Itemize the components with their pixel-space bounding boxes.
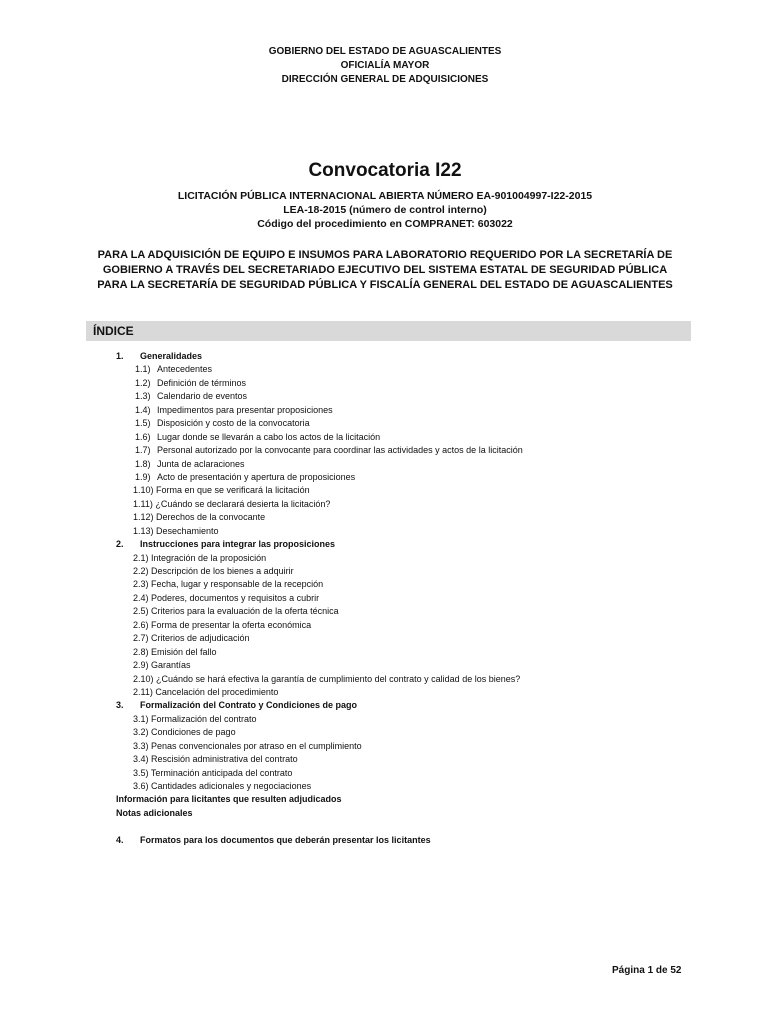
header-line-government: GOBIERNO DEL ESTADO DE AGUASCALIENTES	[268, 46, 502, 57]
document-header	[0, 45, 770, 87]
toc-extra-row[interactable]	[0, 807, 770, 820]
toc-item-text: 1.12) Derechos de la convocante	[133, 512, 266, 523]
toc-item-text: 2.3) Fecha, lugar y responsable de la recepción	[133, 579, 324, 590]
toc-item-label: Impedimentos para presentar proposiciones	[157, 404, 333, 415]
toc-item-row[interactable]	[0, 471, 770, 484]
toc-item-number: 1.6)	[135, 431, 151, 442]
toc-extra-row[interactable]	[0, 793, 770, 806]
toc-item-row[interactable]	[0, 404, 770, 417]
toc-item-text: 3.1) Formalización del contrato	[133, 713, 257, 724]
toc-item-row[interactable]	[0, 726, 770, 739]
toc-item-label: Calendario de eventos	[157, 391, 248, 402]
toc-spacer	[0, 820, 770, 834]
toc-item-row[interactable]	[0, 753, 770, 766]
toc-section-number: 2.	[116, 539, 124, 550]
toc-item-row[interactable]	[0, 767, 770, 780]
toc-item-text: 2.11) Cancelación del procedimiento	[133, 686, 279, 697]
header-line-office: OFICIALÍA MAYOR	[340, 60, 430, 71]
toc-item-text: 1.13) Desechamiento	[133, 525, 219, 536]
toc-item-text: 2.5) Criterios para la evaluación de la oferta técnica	[133, 606, 339, 617]
toc-item-row[interactable]	[0, 377, 770, 390]
toc-section-label: Instrucciones para integrar las proposiciones	[140, 539, 336, 550]
toc-item-number: 1.2)	[135, 377, 151, 388]
toc-item-row[interactable]	[0, 390, 770, 403]
toc-section-row[interactable]	[0, 538, 770, 551]
toc-item-text: 3.4) Rescisión administrativa del contrato	[133, 754, 298, 765]
toc-item-text: 2.9) Garantías	[133, 660, 191, 671]
toc-item-text: 2.6) Forma de presentar la oferta económica	[133, 619, 312, 630]
toc-item-row[interactable]	[0, 659, 770, 672]
toc-item-row[interactable]	[0, 565, 770, 578]
document-subtitle	[0, 189, 770, 231]
toc-item-text: 1.11) ¿Cuándo se declarará desierta la licitación?	[133, 498, 331, 509]
toc-item-number: 1.8)	[135, 458, 151, 469]
toc-item-label: Junta de aclaraciones	[157, 458, 245, 469]
toc-item-row[interactable]	[0, 578, 770, 591]
toc-item-row[interactable]	[0, 632, 770, 645]
index-heading: ÍNDICE	[93, 324, 134, 338]
index-heading-bar	[86, 321, 691, 341]
toc-item-text: 2.10) ¿Cuándo se hará efectiva la garantía de cumplimiento del contrato y calidad de los bienes?	[133, 673, 521, 684]
toc-item-row[interactable]	[0, 431, 770, 444]
toc-item-label: Antecedentes	[157, 364, 213, 375]
toc-section-label: Formatos para los documentos que deberán presentar los licitantes	[140, 835, 431, 846]
toc-item-text: 2.8) Emisión del fallo	[133, 646, 217, 657]
toc-section-row[interactable]	[0, 834, 770, 847]
toc-item-row[interactable]	[0, 458, 770, 471]
toc-item-number: 1.3)	[135, 391, 151, 402]
toc-item-label: Personal autorizado por la convocante para coordinar las actividades y actos de la licitación	[157, 445, 523, 456]
toc-item-text: 1.10) Forma en que se verificará la licitación	[133, 485, 310, 496]
toc-item-row[interactable]	[0, 511, 770, 524]
toc-item-row[interactable]	[0, 592, 770, 605]
toc-item-label: Definición de términos	[157, 377, 247, 388]
toc-item-text: 3.3) Penas convencionales por atraso en el cumplimiento	[133, 740, 362, 751]
toc-item-row[interactable]	[0, 363, 770, 376]
toc-section-row[interactable]	[0, 699, 770, 712]
document-title: Convocatoria I22	[308, 160, 462, 181]
toc-item-text: 2.2) Descripción de los bienes a adquirir	[133, 566, 294, 576]
table-of-contents	[0, 350, 770, 848]
toc-item-row[interactable]	[0, 619, 770, 632]
toc-section-number: 1.	[116, 351, 124, 361]
toc-section-label: Formalización del Contrato y Condiciones de pago	[140, 700, 358, 711]
toc-item-number: 1.7)	[135, 445, 151, 456]
toc-item-label: Acto de presentación y apertura de proposiciones	[157, 471, 356, 482]
subtitle-compranet-code: Código del procedimiento en COMPRANET: 603022	[257, 218, 513, 230]
toc-item-text: 2.1) Integración de la proposición	[133, 552, 267, 563]
toc-section-row[interactable]	[0, 350, 770, 363]
toc-item-label: Disposición y costo de la convocatoria	[157, 418, 310, 429]
toc-section-number: 4.	[116, 835, 124, 846]
toc-item-row[interactable]	[0, 673, 770, 686]
toc-extra-notes: Notas adicionales	[116, 807, 193, 818]
toc-item-row[interactable]	[0, 740, 770, 753]
toc-item-row[interactable]	[0, 484, 770, 497]
toc-item-label: Lugar donde se llevarán a cabo los actos de la licitación	[157, 431, 381, 442]
toc-item-row[interactable]	[0, 444, 770, 457]
purpose-statement: PARA LA ADQUISICIÓN DE EQUIPO E INSUMOS PARA LABORATORIO REQUERIDO POR LA SECRETARÍA DE GOBIERNO A TRAVÉS DEL SECRETARIADO EJECUTIVO DEL SISTEMA ESTATAL DE SEGURIDAD PÚBLICA PARA LA SECRETARÍA DE SEGURIDAD PÚBLICA Y FISCALÍA GENERAL DEL ESTADO DE AGUASCALIENTES	[97, 249, 673, 291]
toc-item-row[interactable]	[0, 417, 770, 430]
toc-item-text: 3.5) Terminación anticipada del contrato	[133, 767, 293, 778]
toc-item-row[interactable]	[0, 686, 770, 699]
subtitle-tender-number: LICITACIÓN PÚBLICA INTERNACIONAL ABIERTA NÚMERO EA-901004997-I22-2015	[177, 190, 593, 202]
toc-item-row[interactable]	[0, 646, 770, 659]
header-line-direction: DIRECCIÓN GENERAL DE ADQUISICIONES	[281, 74, 489, 85]
toc-extra-awardees: Información para licitantes que resulten adjudicados	[116, 794, 342, 805]
toc-item-text: 2.4) Poderes, documentos y requisitos a cubrir	[133, 592, 320, 603]
subtitle-control-number: LEA-18-2015 (número de control interno)	[283, 204, 487, 216]
toc-item-text: 3.6) Cantidades adicionales y negociaciones	[133, 781, 312, 791]
toc-item-number: 1.9)	[135, 471, 151, 482]
toc-item-row[interactable]	[0, 713, 770, 726]
toc-item-number: 1.4)	[135, 404, 151, 415]
page-number: Página 1 de 52	[612, 965, 682, 976]
toc-item-text: 2.7) Criterios de adjudicación	[133, 633, 250, 644]
toc-item-number: 1.1)	[135, 364, 151, 375]
toc-item-row[interactable]	[0, 605, 770, 618]
toc-section-number: 3.	[116, 700, 124, 711]
toc-item-row[interactable]	[0, 780, 770, 793]
toc-item-number: 1.5)	[135, 418, 151, 429]
toc-item-row[interactable]	[0, 498, 770, 511]
toc-item-row[interactable]	[0, 552, 770, 565]
toc-item-text: 3.2) Condiciones de pago	[133, 727, 236, 738]
toc-section-label: Generalidades	[140, 351, 203, 361]
toc-item-row[interactable]	[0, 525, 770, 538]
